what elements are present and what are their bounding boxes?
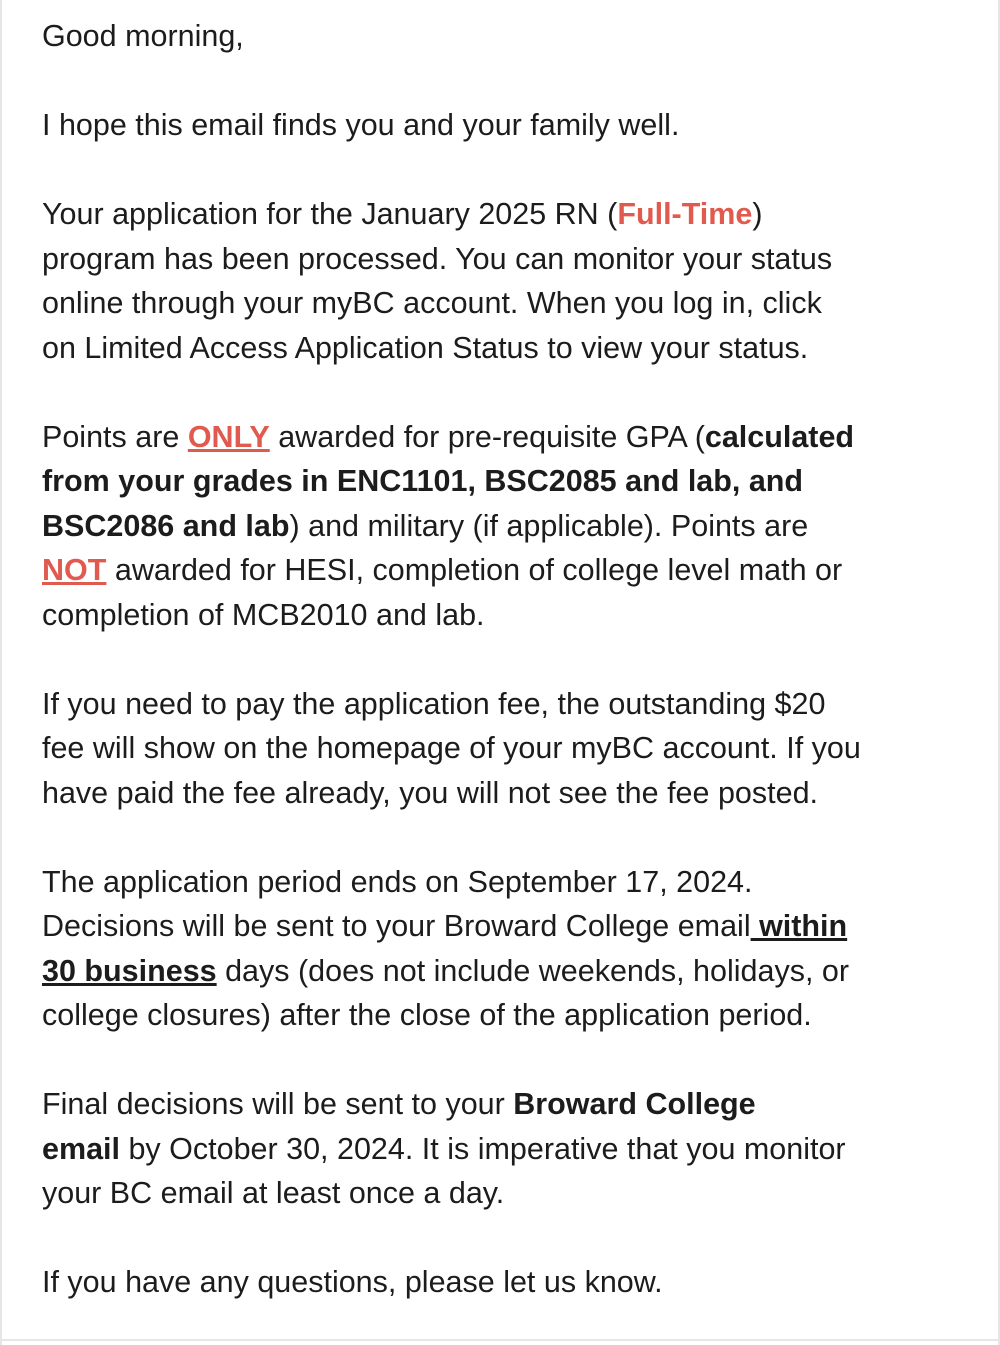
text: program has been processed. You can monitor your status	[42, 241, 833, 276]
only-emphasis: ONLY	[187, 419, 270, 454]
paragraph-closing	[42, 1260, 972, 1305]
wellwishes-text: I hope this email finds you and your family well.	[42, 108, 680, 142]
gpa-courses-bold: calculated	[704, 419, 855, 454]
text: online through your myBC account. When you log in, click	[42, 286, 822, 320]
within-emphasis: within	[750, 909, 848, 943]
text: college closures) after the close of the application period.	[42, 998, 812, 1032]
paragraph-application-period	[42, 860, 972, 1038]
email-bold: email	[42, 1131, 120, 1166]
text: your BC email at least once a day.	[42, 1176, 505, 1210]
greeting	[42, 14, 972, 59]
paragraph-final-decisions	[42, 1082, 972, 1216]
broward-college-bold: Broward College	[513, 1087, 756, 1121]
text: Points are	[42, 419, 188, 454]
text: awarded for HESI, completion of college level math or	[106, 553, 843, 587]
not-emphasis: NOT	[42, 553, 107, 587]
text: Your application for the January 2025 RN (	[42, 197, 618, 231]
text: by October 30, 2024. It is imperative that you monitor	[120, 1131, 846, 1166]
text: have paid the fee already, you will not see the fee posted.	[42, 775, 819, 810]
full-time-highlight: Full-Time	[617, 197, 753, 231]
paragraph-points	[42, 415, 972, 638]
closing-text: If you have any questions, please let us know.	[42, 1265, 663, 1299]
gpa-courses-bold: from your grades in ENC1101, BSC2085 and lab, and	[42, 464, 804, 498]
text: days (does not include weekends, holidays, or	[216, 953, 850, 988]
text: ) and military (if applicable). Points are	[289, 508, 809, 543]
email-body	[42, 14, 972, 1305]
text: )	[752, 197, 763, 231]
text: Decisions will be sent to your Broward College email	[42, 909, 751, 943]
gpa-courses-bold: BSC2086 and lab	[42, 508, 290, 543]
greeting-text: Good morning,	[42, 19, 244, 53]
paragraph-application-processed	[42, 192, 972, 370]
text: completion of MCB2010 and lab.	[42, 597, 485, 632]
text: The application period ends on September 17, 2024.	[42, 864, 753, 899]
text: If you need to pay the application fee, the outstanding $20	[42, 686, 826, 721]
paragraph-wellwishes	[42, 103, 972, 148]
text: on Limited Access Application Status to view your status.	[42, 330, 809, 365]
bottom-divider	[2, 1339, 998, 1341]
paragraph-application-fee	[42, 682, 972, 816]
business-days-emphasis: 30 business	[42, 953, 217, 988]
text: fee will show on the homepage of your myBC account. If you	[42, 731, 861, 765]
text: Final decisions will be sent to your	[42, 1087, 514, 1121]
text: awarded for pre-requisite GPA (	[269, 419, 705, 454]
